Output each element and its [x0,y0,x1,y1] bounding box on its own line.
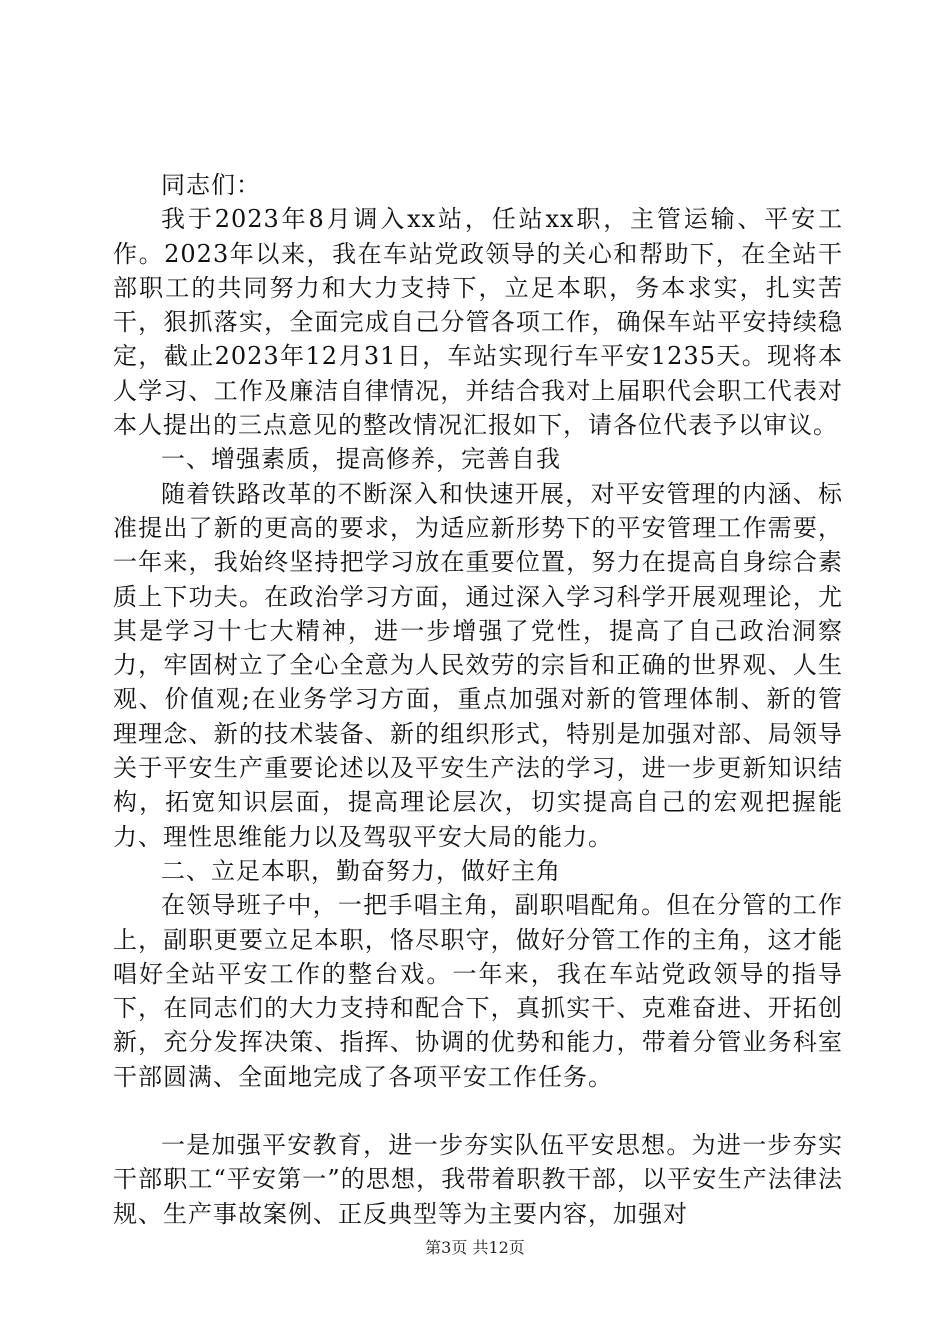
paragraph-intro: 我于2023年8月调入xx站，任站xx职，主管运输、平安工作。2023年以来，我在车站党政领导的关心和帮助下，在全站干部职工的共同努力和大力支持下，立足本职，务本求实，扎实苦干，狠抓落实，全面完成自己分管各项工作，确保车站平安持续稳定，截止2023年12月31日，车站实现行车平安1235天。现将本人学习、工作及廉洁自律情况，并结合我对上届职代会职工代表对本人提出的三点意见的整改情况汇报如下，请各位代表予以审议。 [113,205,843,440]
document-body [113,168,843,1231]
section-heading-2: 二、立足本职，勤奋努力，做好主角 [161,856,561,885]
paragraph-section-2: 在领导班子中，一把手唱主角，副职唱配角。但在分管的工作上，副职更要立足本职，恪尽职守，做好分管工作的主角，这才能唱好全站平安工作的整台戏。一年来，我在车站党政领导的指导下，在同志们的大力支持和配合下，真抓实干、克难奋进、开拓创新，充分发挥决策、指挥、协调的优势和能力，带着分管业务科室干部圆满、全面地完成了各项平安工作任务。 [113,891,843,1091]
page-number-footer: 第3页 共12页 [425,1238,525,1257]
paragraph-section-1: 随着铁路改革的不断深入和快速开展，对平安管理的内涵、标准提出了新的更高的要求，为适应新形势下的平安管理工作需要，一年来，我始终坚持把学习放在重要位置，努力在提高自身综合素质上下功夫。在政治学习方面，通过深入学习科学开展观理论，尤其是学习十七大精神，进一步增强了党性，提高了自己政治洞察力，牢固树立了全心全意为人民效劳的宗旨和正确的世界观、人生观、价值观;在业务学习方面，重点加强对新的管理体制、新的管理理念、新的技术装备、新的组织形式，特别是加强对部、局领导关于平安生产重要论述以及平安生产法的学习，进一步更新知识结构，拓宽知识层面，提高理论层次，切实提高自己的宏观把握能力、理性思维能力以及驾驭平安大局的能力。 [113,479,843,851]
salutation: 同志们： [161,171,261,199]
section-heading-1: 一、增强素质，提高修养，完善自我 [161,445,561,474]
paragraph-point-1: 一是加强平安教育，进一步夯实队伍平安思想。为进一步夯实干部职工“平安第一”的思想，我带着职教干部，以平安生产法律法规、生产事故案例、正反典型等为主要内容，加强对 [113,1131,843,1228]
